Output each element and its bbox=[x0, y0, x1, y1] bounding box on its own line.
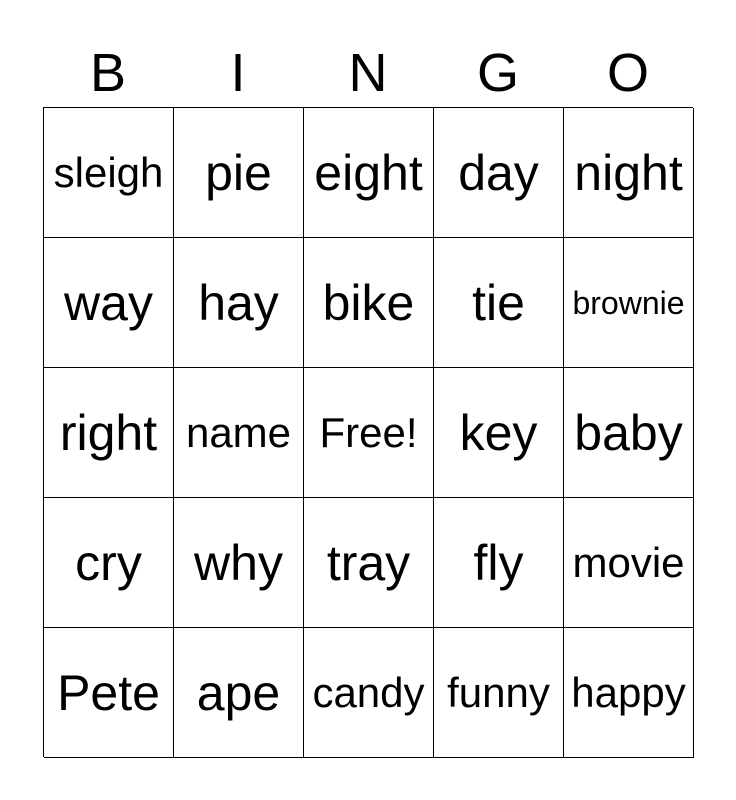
bingo-cell[interactable]: happy bbox=[564, 628, 694, 758]
bingo-cell[interactable]: right bbox=[44, 368, 174, 498]
bingo-free-space[interactable]: Free! bbox=[304, 368, 434, 498]
bingo-cell[interactable]: ape bbox=[174, 628, 304, 758]
bingo-cell[interactable]: why bbox=[174, 498, 304, 628]
bingo-cell[interactable]: hay bbox=[174, 238, 304, 368]
bingo-cell[interactable]: fly bbox=[434, 498, 564, 628]
bingo-cell[interactable]: sleigh bbox=[44, 108, 174, 238]
header-letter-n: N bbox=[348, 43, 388, 103]
bingo-cell[interactable]: tray bbox=[304, 498, 434, 628]
header-letter-b: B bbox=[89, 43, 127, 103]
bingo-cell[interactable]: name bbox=[174, 368, 304, 498]
header-letter-i: I bbox=[230, 43, 246, 103]
bingo-cell[interactable]: funny bbox=[434, 628, 564, 758]
bingo-cell[interactable]: brownie bbox=[564, 238, 694, 368]
bingo-cell[interactable]: pie bbox=[174, 108, 304, 238]
bingo-card-grid bbox=[43, 107, 693, 757]
bingo-cell[interactable]: eight bbox=[304, 108, 434, 238]
bingo-cell[interactable]: baby bbox=[564, 368, 694, 498]
bingo-cell[interactable]: movie bbox=[564, 498, 694, 628]
bingo-header bbox=[43, 38, 693, 108]
header-letter-o: O bbox=[606, 43, 649, 103]
bingo-cell[interactable]: way bbox=[44, 238, 174, 368]
bingo-cell[interactable]: candy bbox=[304, 628, 434, 758]
bingo-cell[interactable]: key bbox=[434, 368, 564, 498]
bingo-cell[interactable]: tie bbox=[434, 238, 564, 368]
bingo-cell[interactable]: cry bbox=[44, 498, 174, 628]
bingo-cell[interactable]: Pete bbox=[44, 628, 174, 758]
bingo-cell[interactable]: night bbox=[564, 108, 694, 238]
header-letter-g: G bbox=[476, 43, 519, 103]
bingo-cell[interactable]: bike bbox=[304, 238, 434, 368]
bingo-cell[interactable]: day bbox=[434, 108, 564, 238]
